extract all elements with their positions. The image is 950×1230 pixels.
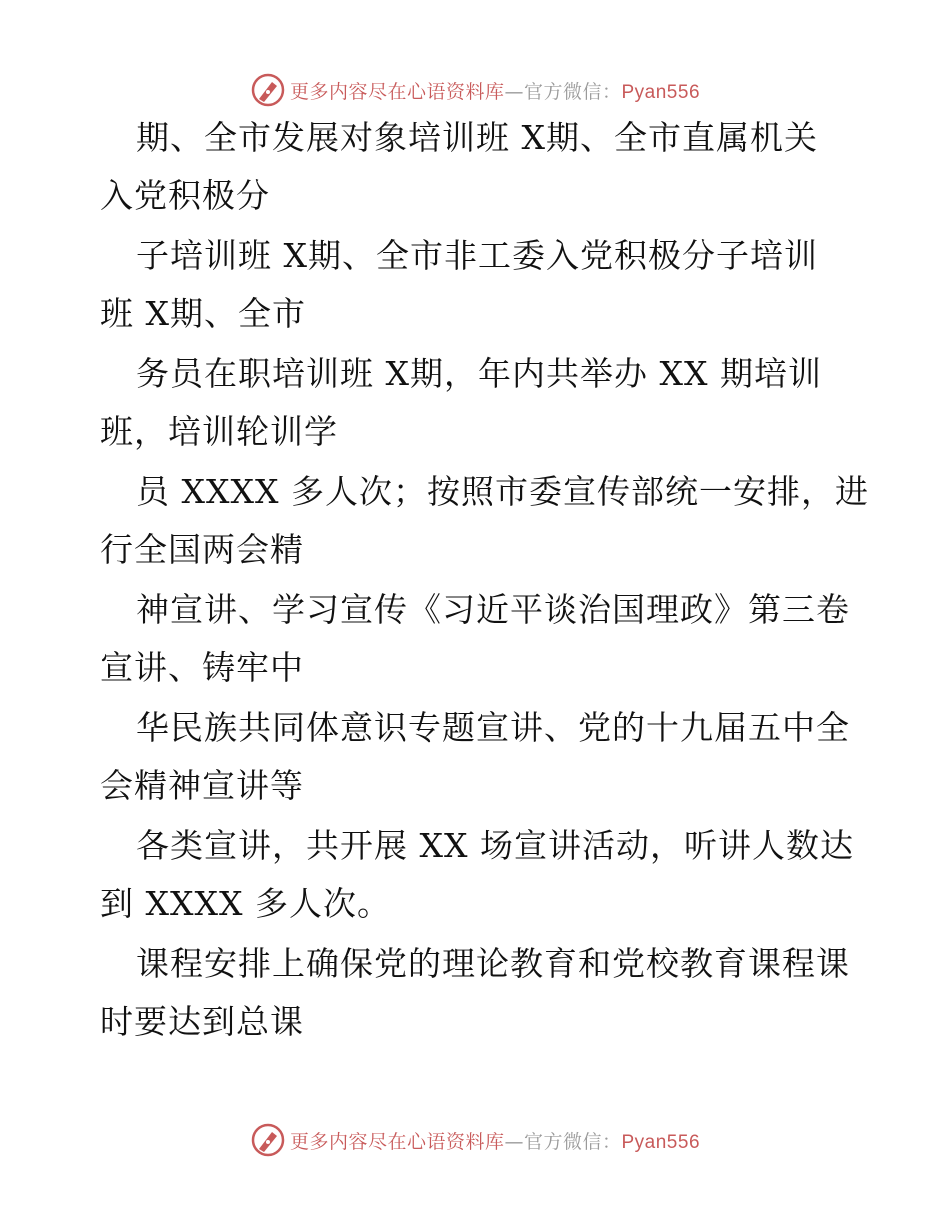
body-line: 会精神宣讲等 (100, 766, 304, 805)
body-line: 课程安排上确保党的理论教育和党校教育课程课 (136, 944, 850, 983)
body-line: 班 X期、全市 (100, 294, 306, 333)
body-line: 行全国两会精 (100, 530, 304, 569)
watermark-id: Pyan556 (621, 1131, 701, 1153)
watermark-text (290, 77, 700, 104)
body-line: 入党积极分 (100, 176, 270, 215)
watermark-id: Pyan556 (621, 81, 701, 103)
footer-watermark (0, 1120, 950, 1160)
watermark-label: 官方微信： (523, 80, 622, 103)
watermark-dash: — (504, 80, 524, 103)
body-line: 务员在职培训班 X期，年内共举办 XX 期培训 (136, 354, 822, 393)
body-line: 华民族共同体意识专题宣讲、党的十九届五中全 (136, 708, 850, 747)
body-line: 员 XXXX 多人次；按照市委宣传部统一安排，进 (136, 472, 869, 511)
body-line: 神宣讲、学习宣传《习近平谈治国理政》第三卷 (136, 590, 850, 629)
pen-nib-logo-icon (250, 1122, 286, 1158)
watermark-main: 更多内容尽在心语资料库 (289, 1130, 505, 1153)
body-line: 子培训班 X期、全市非工委入党积极分子培训 (136, 236, 818, 275)
body-line: 宣讲、铸牢中 (100, 648, 304, 687)
body-line: 时要达到总课 (100, 1002, 304, 1041)
header-watermark (0, 70, 950, 110)
body-line: 班，培训轮训学 (100, 412, 338, 451)
body-line: 到 XXXX 多人次。 (100, 884, 391, 923)
watermark-main: 更多内容尽在心语资料库 (289, 80, 505, 103)
body-line: 各类宣讲，共开展 XX 场宣讲活动，听讲人数达 (136, 826, 854, 865)
watermark-label: 官方微信： (523, 1130, 622, 1153)
body-line: 期、全市发展对象培训班 X期、全市直属机关 (136, 118, 818, 157)
watermark-dash: — (504, 1130, 524, 1153)
watermark-text (290, 1127, 700, 1154)
pen-nib-logo-icon (250, 72, 286, 108)
